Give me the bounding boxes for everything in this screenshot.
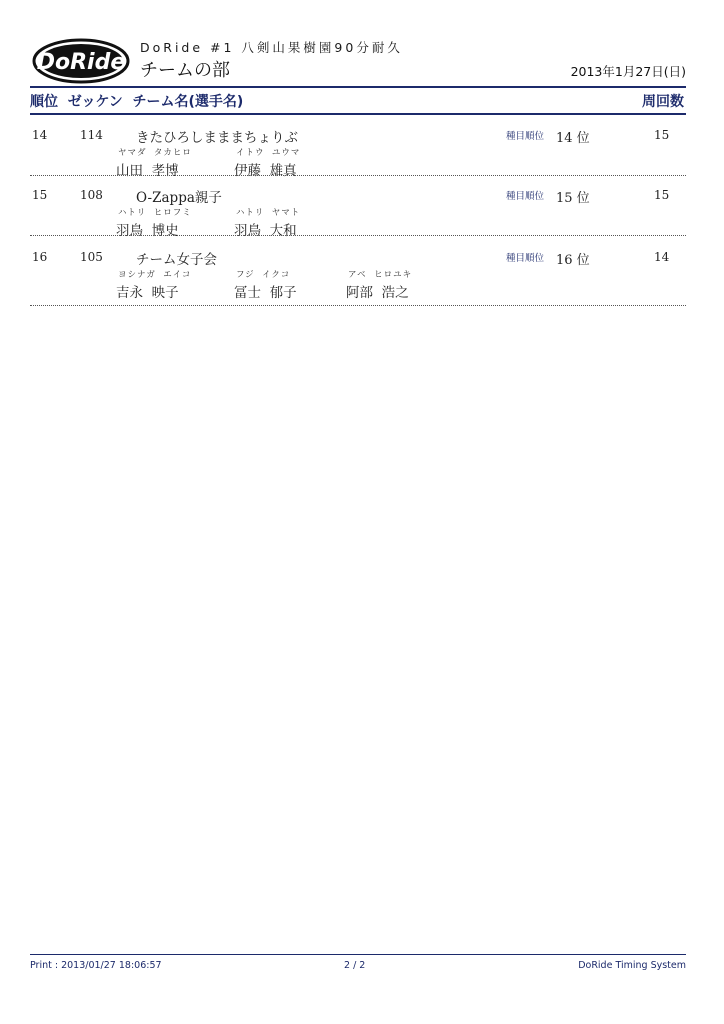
- row-separator: [30, 175, 686, 176]
- member-name: 吉永 映子: [116, 285, 179, 301]
- team-name: O-Zappa親子: [136, 190, 222, 206]
- member-kana: ヨシナガ エイコ: [118, 270, 192, 280]
- team-member: [234, 268, 344, 301]
- category-rank: 14 位: [556, 131, 590, 146]
- logo-text: DoRide: [36, 50, 126, 75]
- overall-position: 15: [32, 188, 48, 202]
- team-name: きたひろしまままちょりぶ: [136, 130, 298, 146]
- footer-rule: [30, 954, 686, 955]
- result-row: [30, 240, 686, 306]
- team-member: [346, 268, 456, 301]
- member-name: 冨士 郁子: [234, 285, 297, 301]
- team-name: チーム女子会: [136, 252, 217, 268]
- event-title: DoRide #1 八剣山果樹園90分耐久: [140, 40, 403, 55]
- lap-count: 15: [654, 188, 670, 202]
- member-kana: ハトリ ヤマト: [236, 208, 301, 218]
- team-member: [116, 268, 226, 301]
- header-top-rule: [30, 86, 686, 88]
- member-name: 伊藤 雄真: [234, 163, 297, 179]
- member-kana: アベ ヒロユキ: [348, 270, 413, 280]
- row-separator: [30, 305, 686, 306]
- lap-count: 15: [654, 128, 670, 142]
- lap-count: 14: [654, 250, 670, 264]
- member-kana: ヤマダ タカヒロ: [118, 148, 192, 158]
- category-rank-label: 種目順位: [506, 253, 545, 264]
- doride-logo: [32, 38, 130, 84]
- page-number: 2 / 2: [344, 960, 366, 971]
- row-separator: [30, 235, 686, 236]
- event-date: 2013年1月27日(日): [570, 64, 686, 79]
- member-kana: イトウ ユウマ: [236, 148, 301, 158]
- column-header-laps: 周回数: [642, 94, 684, 110]
- result-row: [30, 178, 686, 239]
- category-rank-label: 種目順位: [506, 191, 545, 202]
- category-rank: 15 位: [556, 191, 590, 206]
- category-rank-label: 種目順位: [506, 131, 545, 142]
- bib-number: 108: [80, 188, 103, 202]
- section-title: チームの部: [140, 60, 230, 81]
- bib-number: 105: [80, 250, 103, 264]
- overall-position: 14: [32, 128, 48, 142]
- header-bottom-rule: [30, 113, 686, 115]
- member-kana: フジ イクコ: [236, 270, 291, 280]
- member-name: 羽鳥 博史: [116, 223, 179, 239]
- member-kana: ハトリ ヒロフミ: [118, 208, 192, 218]
- category-rank: 16 位: [556, 253, 590, 268]
- member-name: 羽鳥 大和: [234, 223, 297, 239]
- column-headers-left: 順位 ゼッケン チーム名(選手名): [30, 94, 244, 110]
- print-timestamp: Print : 2013/01/27 18:06:57: [30, 960, 162, 971]
- member-name: 山田 孝博: [116, 163, 179, 179]
- system-name: DoRide Timing System: [578, 960, 686, 971]
- overall-position: 16: [32, 250, 48, 264]
- member-name: 阿部 浩之: [346, 285, 409, 301]
- bib-number: 114: [80, 128, 103, 142]
- result-row: [30, 118, 686, 179]
